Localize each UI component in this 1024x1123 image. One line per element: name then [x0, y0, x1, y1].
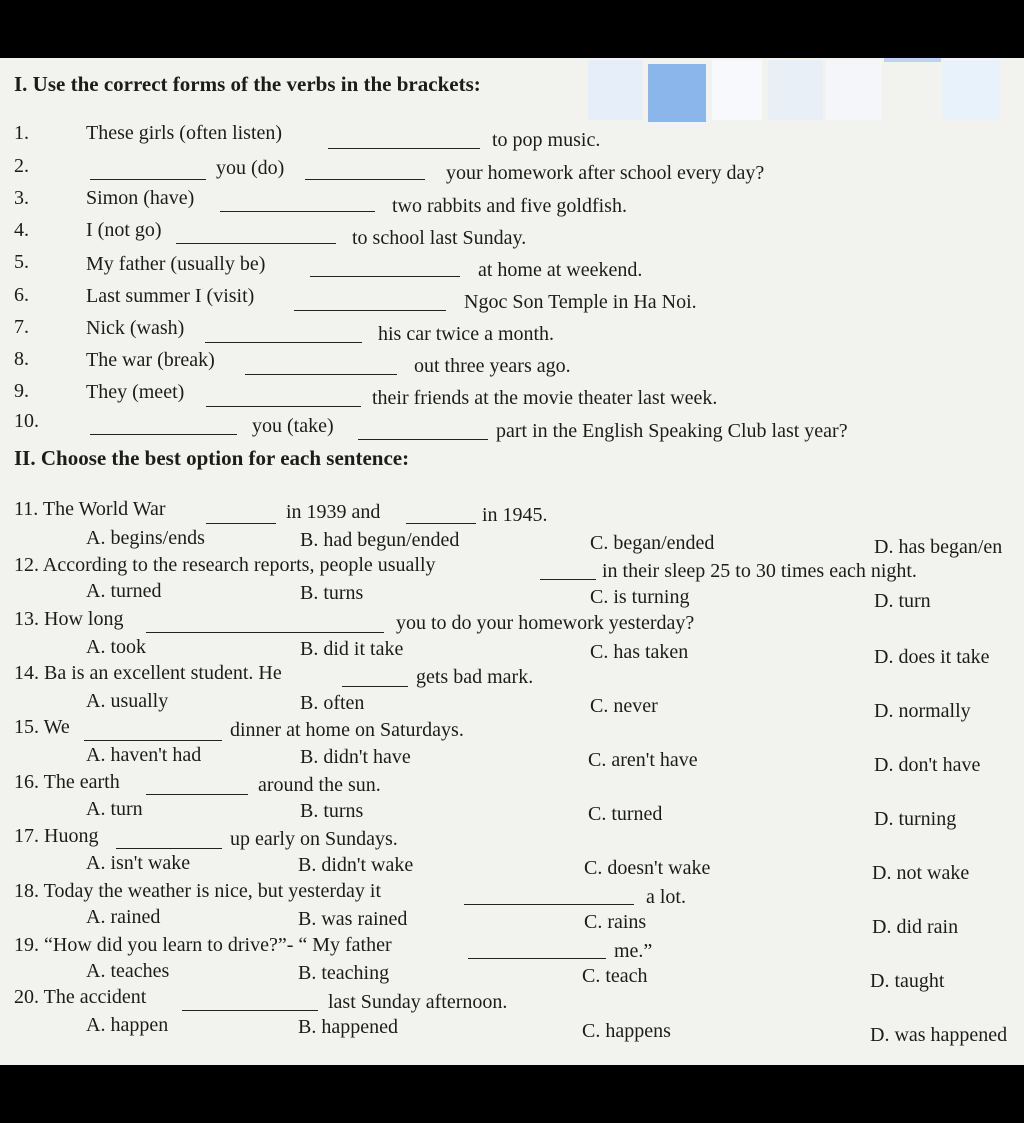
- item-number: 8.: [14, 348, 29, 370]
- section-2-title: II. Choose the best option for each sentence:: [14, 446, 410, 470]
- item-text: Last summer I (visit): [86, 285, 255, 307]
- item-text: part in the English Speaking Club last year?: [496, 420, 848, 442]
- item-number: 6.: [14, 284, 29, 306]
- option-d[interactable]: D. don't have: [874, 754, 981, 776]
- option-c[interactable]: C. aren't have: [588, 749, 698, 771]
- light-patch: [768, 60, 823, 120]
- question-stem: in 1939 and: [286, 501, 381, 523]
- light-patch: [884, 58, 941, 62]
- light-patch: [826, 60, 882, 120]
- option-a[interactable]: A. haven't had: [86, 744, 202, 766]
- question-stem: 12. According to the research reports, people usually: [14, 554, 436, 576]
- option-b[interactable]: B. did it take: [300, 638, 404, 660]
- option-b[interactable]: B. happened: [298, 1016, 398, 1038]
- question-stem: last Sunday afternoon.: [328, 991, 508, 1013]
- answer-blank: [205, 342, 362, 343]
- answer-blank: [206, 406, 361, 407]
- option-d[interactable]: D. not wake: [872, 862, 970, 884]
- question-stem: in 1945.: [482, 504, 548, 526]
- item-text: their friends at the movie theater last week.: [372, 387, 718, 409]
- option-d[interactable]: D. normally: [874, 700, 971, 722]
- answer-blank: [328, 148, 480, 149]
- answer-blank: [90, 434, 237, 435]
- option-b[interactable]: B. turns: [300, 582, 364, 604]
- option-a[interactable]: A. begins/ends: [86, 527, 205, 549]
- answer-blank: [84, 740, 222, 741]
- item-number: 10.: [14, 410, 39, 432]
- item-number: 5.: [14, 251, 29, 273]
- item-number: 3.: [14, 187, 29, 209]
- question-stem: 11. The World War: [14, 498, 166, 520]
- answer-blank: [182, 1010, 318, 1011]
- question-stem: me.”: [614, 940, 653, 962]
- section-1-title: I. Use the correct forms of the verbs in the brackets:: [14, 72, 481, 96]
- question-stem: in their sleep 25 to 30 times each night.: [602, 560, 917, 582]
- option-a[interactable]: A. took: [86, 636, 146, 658]
- option-c[interactable]: C. happens: [582, 1020, 671, 1042]
- item-text: Nick (wash): [86, 317, 185, 339]
- answer-blank: [310, 276, 460, 277]
- option-a[interactable]: A. happen: [86, 1014, 169, 1036]
- item-text: at home at weekend.: [478, 259, 643, 281]
- item-number: 7.: [14, 316, 29, 338]
- answer-blank: [116, 848, 222, 849]
- option-c[interactable]: C. began/ended: [590, 532, 715, 554]
- option-a[interactable]: A. turned: [86, 580, 162, 602]
- answer-blank: [206, 523, 276, 524]
- item-number: 9.: [14, 380, 29, 402]
- option-c[interactable]: C. turned: [588, 803, 663, 825]
- light-patch: [712, 60, 762, 120]
- option-d[interactable]: D. has began/en: [874, 536, 1003, 558]
- answer-blank: [294, 310, 446, 311]
- item-text: his car twice a month.: [378, 323, 555, 345]
- item-text: to pop music.: [492, 129, 601, 151]
- item-text: Ngoc Son Temple in Ha Noi.: [464, 291, 697, 313]
- answer-blank: [540, 579, 596, 580]
- question-stem: 14. Ba is an excellent student. He: [14, 662, 282, 684]
- option-a[interactable]: A. usually: [86, 690, 169, 712]
- option-a[interactable]: A. teaches: [86, 960, 170, 982]
- question-stem: a lot.: [646, 886, 686, 908]
- item-text: two rabbits and five goldfish.: [392, 195, 627, 217]
- option-b[interactable]: B. had begun/ended: [300, 529, 460, 551]
- option-c[interactable]: C. teach: [582, 965, 648, 987]
- item-text: you (take): [252, 415, 334, 437]
- option-a[interactable]: A. turn: [86, 798, 143, 820]
- answer-blank: [342, 686, 408, 687]
- answer-blank: [305, 179, 425, 180]
- item-number: 2.: [14, 155, 29, 177]
- option-b[interactable]: B. didn't have: [300, 746, 411, 768]
- question-stem: 19. “How did you learn to drive?”- “ My father: [14, 934, 392, 956]
- answer-blank: [245, 374, 397, 375]
- answer-blank: [464, 904, 634, 905]
- option-c[interactable]: C. is turning: [590, 586, 690, 608]
- option-b[interactable]: B. often: [300, 692, 365, 714]
- item-text: Simon (have): [86, 187, 195, 209]
- question-stem: 13. How long: [14, 608, 124, 630]
- option-b[interactable]: B. was rained: [298, 908, 408, 930]
- question-stem: 17. Huong: [14, 825, 99, 847]
- answer-blank: [358, 439, 488, 440]
- item-text: you (do): [216, 157, 285, 179]
- item-number: 1.: [14, 122, 29, 144]
- option-b[interactable]: B. teaching: [298, 962, 390, 984]
- option-d[interactable]: D. turning: [874, 808, 957, 830]
- answer-blank: [146, 794, 248, 795]
- worksheet-page: [0, 58, 1024, 1065]
- answer-blank: [146, 632, 384, 633]
- question-stem: around the sun.: [258, 774, 381, 796]
- option-d[interactable]: D. did rain: [872, 916, 959, 938]
- answer-blank: [406, 523, 476, 524]
- option-c[interactable]: C. doesn't wake: [584, 857, 711, 879]
- item-text: My father (usually be): [86, 253, 266, 275]
- answer-blank: [220, 211, 375, 212]
- light-patch: [588, 60, 643, 120]
- item-text: The war (break): [86, 349, 215, 371]
- item-text: to school last Sunday.: [352, 227, 527, 249]
- item-text: These girls (often listen): [86, 122, 283, 144]
- light-patch: [942, 60, 1000, 120]
- question-stem: 18. Today the weather is nice, but yesterday it: [14, 880, 382, 902]
- question-stem: dinner at home on Saturdays.: [230, 719, 464, 741]
- answer-blank: [468, 958, 606, 959]
- question-stem: 16. The earth: [14, 771, 120, 793]
- option-c[interactable]: C. never: [590, 695, 658, 717]
- option-d[interactable]: D. turn: [874, 590, 931, 612]
- option-d[interactable]: D. taught: [870, 970, 945, 992]
- option-d[interactable]: D. was happened: [870, 1024, 1008, 1046]
- option-b[interactable]: B. turns: [300, 800, 364, 822]
- question-stem: up early on Sundays.: [230, 828, 398, 850]
- item-number: 4.: [14, 219, 29, 241]
- option-d[interactable]: D. does it take: [874, 646, 990, 668]
- option-a[interactable]: A. isn't wake: [86, 852, 191, 874]
- option-c[interactable]: C. rains: [584, 911, 647, 933]
- option-b[interactable]: B. didn't wake: [298, 854, 414, 876]
- option-a[interactable]: A. rained: [86, 906, 161, 928]
- question-stem: gets bad mark.: [416, 666, 534, 688]
- question-stem: 15. We: [14, 716, 70, 738]
- item-text: They (meet): [86, 381, 185, 403]
- item-text: I (not go): [86, 219, 162, 241]
- item-text: your homework after school every day?: [446, 162, 765, 184]
- answer-blank: [176, 243, 336, 244]
- answer-blank: [90, 179, 206, 180]
- question-stem: you to do your homework yesterday?: [396, 612, 695, 634]
- question-stem: 20. The accident: [14, 986, 147, 1008]
- option-c[interactable]: C. has taken: [590, 641, 689, 663]
- blue-highlight: [648, 64, 706, 122]
- item-text: out three years ago.: [414, 355, 571, 377]
